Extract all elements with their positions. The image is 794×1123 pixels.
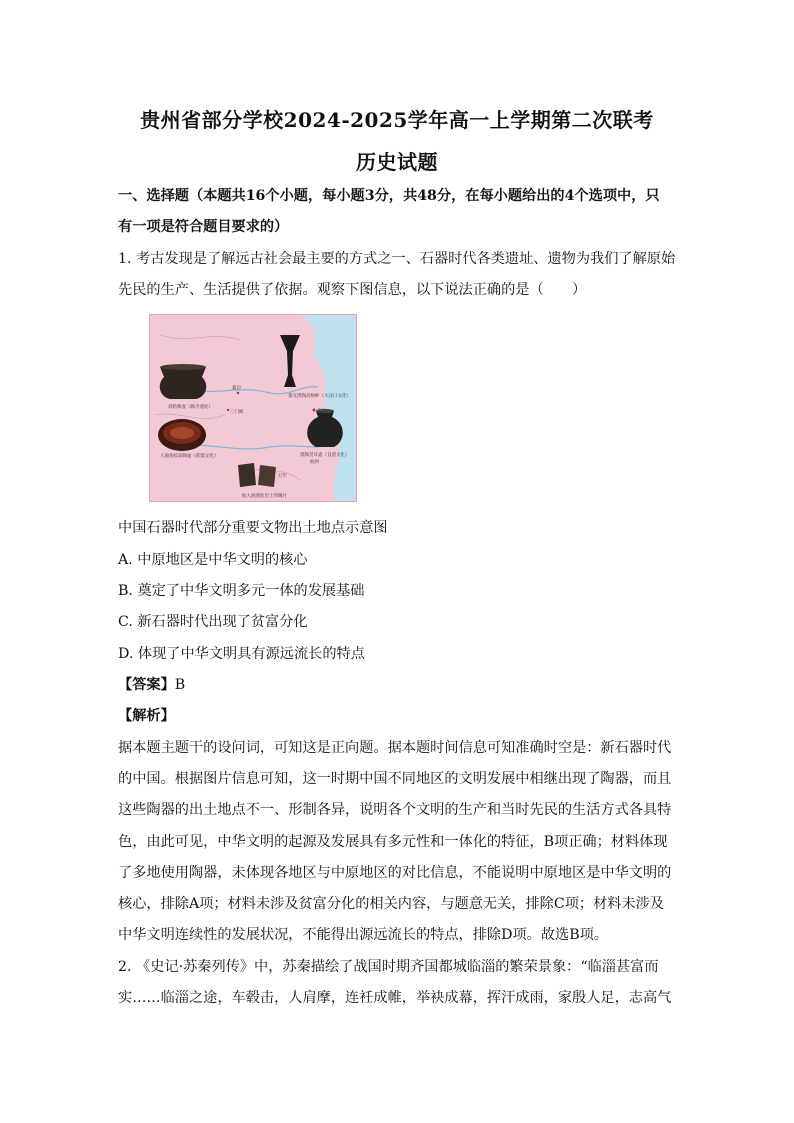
yangtze-river-line [180, 445, 330, 449]
option-a: A. 中原地区是中华文明的核心 [118, 552, 308, 568]
analysis-line: 色，由此可见，中华文明的起源及发展具有多元性和一体化的特征，B项正确；材料体现 [118, 834, 668, 850]
place4-label: 襄汾 [232, 386, 241, 391]
analysis-line: 的中国。根据图片信息可知，这一时期中国不同地区的文明发展中相继出现了陶器，而且 [118, 771, 672, 787]
artifact-map-svg [150, 315, 356, 501]
option-b: B. 奠定了中华文明多元一体的发展基础 [118, 583, 365, 599]
option-c: C. 新石器时代出现了贫富分化 [118, 614, 308, 630]
analysis-line: 了多地使用陶器，未体现各地区与中原地区的对比信息，不能说明中原地区是中华文明的 [118, 865, 672, 881]
place2-label: 杭州 [310, 460, 319, 465]
analysis-line: 据本题主题干的设问词，可知这是正向题。据本题时间信息可知准确时空是：新石器时代 [118, 740, 672, 756]
sanmenxia-dot [227, 409, 229, 411]
analysis-line: 中华文明连续性的发展状况，不能得出源远流长的特点，排除D项。故选B项。 [118, 927, 608, 943]
figure-caption: 中国石器时代部分重要文物出土地点示意图 [118, 520, 388, 536]
question-1-stem-line-1: 1. 考古发现是了解远古社会最主要的方式之一、石器时代各类遗址、遗物为我们了解原始 [118, 251, 676, 267]
taian-dot [313, 409, 316, 412]
section-heading-line-2: 有一项是符合题目要求的） [118, 219, 289, 235]
option-d: D. 体现了中华文明具有源远流长的特点 [118, 646, 365, 662]
pottery5-label: 仙人洞遗址出土的陶片 [242, 494, 287, 499]
pottery-shards-icon [238, 463, 276, 487]
analysis-line: 这些陶器的出土地点不一、形制各异，说明各个文明的生产和当时先民的生活方式各具特 [118, 802, 672, 818]
pottery2-label: 蛋壳黑陶高柄杯（大汶口文化） [288, 394, 351, 399]
fish-face-basin-icon [158, 419, 206, 451]
question-2-line-1: 2. 《史记·苏秦列传》中，苏秦描绘了战国时期齐国都城临淄的繁荣景象：“临淄甚富而 [118, 959, 659, 975]
yellow-river-line [190, 387, 318, 394]
eggshell-black-cup-icon [280, 335, 300, 387]
sea-area [300, 315, 356, 501]
pottery3-label: 黑陶贯耳壶（良渚文化） [300, 453, 350, 458]
question-1-stem-line-2: 先民的生产、生活提供了依据。观察下图信息，以下说法正确的是（ ） [118, 282, 587, 298]
exam-title: 贵州省部分学校2024-2025学年高一上学期第二次联考 [140, 108, 654, 132]
place5-label: 万年 [278, 474, 287, 479]
analysis-label: 【解析】 [118, 708, 175, 724]
exam-subtitle: 历史试题 [356, 150, 438, 174]
answer-value: B [174, 677, 186, 693]
painted-pottery-pot-icon [160, 364, 207, 399]
pottery4-label: 人面鱼纹彩陶盆（仰韶文化） [160, 454, 219, 459]
xiangfen-dot [237, 392, 239, 394]
answer-line [118, 676, 678, 694]
analysis-line: 核心，排除A项；材料未涉及贫富分化的相关内容，与题意无关，排除C项；材料未涉及 [118, 896, 665, 912]
answer-label: 【答案】 [118, 677, 175, 693]
artifact-map-figure [149, 314, 357, 502]
section-heading-line-1: 一、选择题（本题共16个小题，每小题3分，共48分，在每小题给出的4个选项中，只 [118, 188, 660, 204]
pottery1-label: 彩绘陶壶（陶寺遗址） [168, 405, 213, 410]
question-2-line-2: 实……临淄之途，车毂击，人肩摩，连衽成帷，举袂成幕，挥汗成雨，家殷人足，志高气 [118, 990, 672, 1006]
place3-label: 三门峡 [230, 410, 244, 415]
